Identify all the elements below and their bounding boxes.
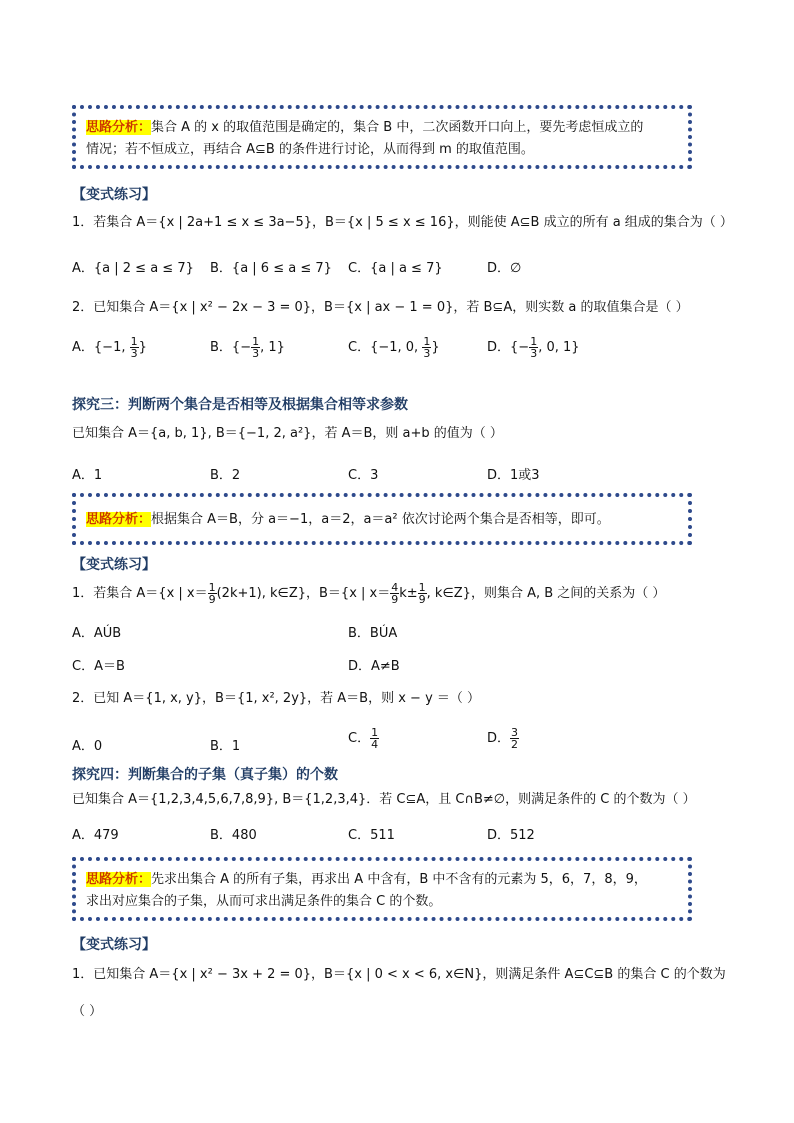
numerator: 1 bbox=[130, 335, 138, 348]
option-label: D． bbox=[487, 340, 511, 355]
option: B．{a | 6 ≤ a ≤ 7} bbox=[210, 261, 332, 276]
analysis-text-2 bbox=[86, 509, 678, 531]
numerator: 1 bbox=[252, 335, 260, 348]
analysis-line: 先求出集合 A 的所有子集，再求出 A 中含有，B 中不含有的元素为 5，6，7，8，9， bbox=[151, 872, 647, 887]
question-text bbox=[72, 582, 665, 605]
option: D．A≠B bbox=[348, 659, 400, 674]
option: A．0 bbox=[72, 739, 103, 754]
option: A．1 bbox=[72, 468, 103, 483]
denominator: 9 bbox=[418, 593, 426, 606]
option: D．512 bbox=[487, 828, 535, 843]
fraction bbox=[418, 582, 427, 605]
option-label: C． bbox=[348, 340, 371, 355]
fraction bbox=[370, 727, 379, 750]
numerator: 1 bbox=[418, 581, 426, 594]
analysis-text-3 bbox=[86, 869, 678, 913]
option-fraction bbox=[348, 727, 379, 750]
option-label: D． bbox=[487, 731, 511, 746]
analysis-tag: 思路分析： bbox=[86, 120, 152, 135]
option-fraction bbox=[210, 336, 285, 359]
option: A．AÚB bbox=[72, 626, 122, 641]
option: B．BÚA bbox=[348, 626, 398, 641]
question-text: 1．若集合 A＝{x | 2a+1 ≤ x ≤ 3a−5}，B＝{x | 5 ≤ x ≤ 16}，则能使 A⊆B 成立的所有 a 组成的集合为（ ） bbox=[72, 215, 733, 230]
denominator: 4 bbox=[371, 738, 379, 751]
option-fraction bbox=[348, 336, 440, 359]
option-part: } bbox=[431, 340, 440, 355]
option-part: {−1, bbox=[93, 340, 130, 355]
denominator: 9 bbox=[208, 593, 216, 606]
question-text: 2．已知 A＝{1, x, y}，B＝{1, x², 2y}，若 A＝B，则 x − y ＝（ ） bbox=[72, 691, 481, 706]
fraction bbox=[130, 336, 139, 359]
denominator: 3 bbox=[252, 347, 260, 360]
option: C．511 bbox=[348, 828, 395, 843]
practice-heading: 【变式练习】 bbox=[72, 557, 156, 573]
option: C．3 bbox=[348, 468, 379, 483]
option-part: {−1, 0, bbox=[370, 340, 423, 355]
analysis-line: 情况；若不恒成立，再结合 A⊆B 的条件进行讨论，从而得到 m 的取值范围。 bbox=[86, 142, 534, 157]
analysis-box-1 bbox=[72, 105, 692, 169]
analysis-tag: 思路分析： bbox=[86, 512, 152, 527]
question-text: 已知集合 A＝{1,2,3,4,5,6,7,8,9}, B＝{1,2,3,4}．若 C⊆A，且 C∩B≠∅，则满足条件的 C 的个数为（ ） bbox=[72, 792, 696, 807]
numerator: 4 bbox=[391, 581, 399, 594]
question-text: 已知集合 A＝{a, b, 1}, B＝{−1, 2, a²}，若 A＝B，则 a+b 的值为（ ） bbox=[72, 426, 503, 441]
denominator: 9 bbox=[391, 593, 399, 606]
analysis-line: 求出对应集合的子集，从而可求出满足条件的集合 C 的个数。 bbox=[86, 894, 442, 909]
question-part: 1．若集合 A＝{x | x＝ bbox=[72, 586, 208, 601]
analysis-text-1 bbox=[86, 117, 678, 161]
option-label: B． bbox=[210, 340, 232, 355]
numerator: 1 bbox=[371, 726, 379, 739]
option-fraction bbox=[487, 727, 519, 750]
option: C．{a | a ≤ 7} bbox=[348, 261, 443, 276]
analysis-line: 集合 A 的 x 的取值范围是确定的，集合 B 中，二次函数开口向上，要先考虑恒成立的 bbox=[151, 120, 644, 135]
analysis-line: 根据集合 A＝B，分 a＝−1，a＝2，a＝a² 依次讨论两个集合是否相等，即可。 bbox=[151, 512, 610, 527]
option: B．480 bbox=[210, 828, 257, 843]
denominator: 3 bbox=[530, 347, 538, 360]
question-part: k± bbox=[399, 586, 418, 601]
option-part: {− bbox=[510, 340, 530, 355]
denominator: 2 bbox=[511, 738, 519, 751]
fraction bbox=[529, 336, 538, 359]
question-part: (2k+1), k∈Z}，B＝{x | x＝ bbox=[216, 586, 391, 601]
section-title: 探究四：判断集合的子集（真子集）的个数 bbox=[72, 767, 338, 783]
option: A．{a | 2 ≤ a ≤ 7} bbox=[72, 261, 194, 276]
numerator: 3 bbox=[511, 726, 519, 739]
option-part: , 0, 1} bbox=[538, 340, 580, 355]
question-part: , k∈Z}，则集合 A, B 之间的关系为（ ） bbox=[426, 586, 666, 601]
option: C．A＝B bbox=[72, 659, 125, 674]
numerator: 1 bbox=[530, 335, 538, 348]
option: D．1或3 bbox=[487, 468, 540, 483]
option-part: {− bbox=[231, 340, 252, 355]
denominator: 3 bbox=[130, 347, 138, 360]
option-part: , 1} bbox=[260, 340, 285, 355]
question-text: 2．已知集合 A＝{x | x² − 2x − 3 = 0}，B＝{x | ax − 1 = 0}，若 B⊆A，则实数 a 的取值集合是（ ） bbox=[72, 300, 689, 315]
option-label: A． bbox=[72, 340, 94, 355]
fraction bbox=[510, 727, 519, 750]
option: D．∅ bbox=[487, 261, 522, 276]
analysis-box-3 bbox=[72, 857, 692, 921]
denominator: 3 bbox=[423, 347, 431, 360]
analysis-tag: 思路分析： bbox=[86, 872, 152, 887]
fraction bbox=[390, 582, 399, 605]
option-part: } bbox=[138, 340, 147, 355]
fraction bbox=[208, 582, 217, 605]
option: B．2 bbox=[210, 468, 241, 483]
question-text: 1．已知集合 A＝{x | x² − 3x + 2 = 0}，B＝{x | 0 < x < 6, x∈N}，则满足条件 A⊆C⊆B 的集合 C 的个数为 bbox=[72, 967, 726, 982]
option-fraction bbox=[72, 336, 147, 359]
section-title: 探究三：判断两个集合是否相等及根据集合相等求参数 bbox=[72, 397, 408, 413]
option: A．479 bbox=[72, 828, 119, 843]
question-text-cont: （ ） bbox=[72, 1004, 103, 1019]
option: B．1 bbox=[210, 739, 241, 754]
option-fraction bbox=[487, 336, 580, 359]
numerator: 1 bbox=[208, 581, 216, 594]
option-label: C． bbox=[348, 731, 371, 746]
practice-heading: 【变式练习】 bbox=[72, 187, 156, 203]
numerator: 1 bbox=[423, 335, 431, 348]
fraction bbox=[251, 336, 260, 359]
fraction bbox=[422, 336, 431, 359]
practice-heading: 【变式练习】 bbox=[72, 937, 156, 953]
analysis-box-2 bbox=[72, 493, 692, 545]
